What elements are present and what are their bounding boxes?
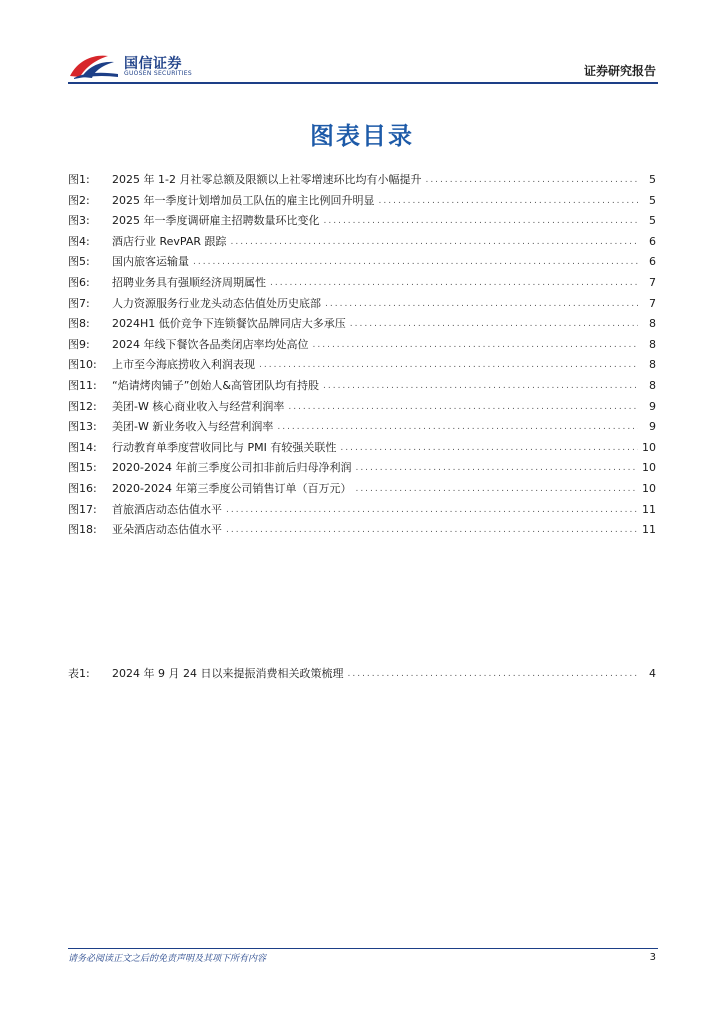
toc-leader-dots (270, 273, 638, 294)
toc-entry-page: 9 (649, 399, 656, 413)
logo-english-name: GUOSEN SECURITIES (124, 70, 193, 77)
toc-entry-page: 8 (649, 378, 656, 392)
toc-entry-title[interactable]: 国内旅客运输量 (112, 255, 189, 269)
header-divider (68, 82, 658, 84)
toc-entry-title[interactable]: “焰请烤肉铺子”创始人&高管团队均有持股 (112, 378, 319, 392)
toc-leader-dots (259, 355, 638, 376)
toc-entry[interactable] (68, 294, 656, 315)
footer-disclaimer: 请务必阅读正文之后的免责声明及其项下所有内容 (68, 954, 267, 964)
toc-entry[interactable] (68, 417, 656, 438)
figure-list (68, 170, 656, 541)
toc-entry[interactable] (68, 252, 656, 273)
toc-entry[interactable] (68, 479, 656, 500)
toc-entry-page: 8 (649, 358, 656, 372)
toc-leader-dots (340, 438, 638, 459)
toc-entry-page: 5 (649, 214, 656, 228)
toc-entry[interactable] (68, 376, 656, 397)
toc-entry-label: 图8: (68, 317, 90, 331)
toc-entry-title[interactable]: 上市至今海底捞收入利润表现 (112, 358, 255, 372)
toc-entry-label: 图9: (68, 337, 90, 351)
toc-entry-label: 图2: (68, 193, 90, 207)
toc-leader-dots (323, 376, 638, 397)
toc-entry-title[interactable]: 酒店行业 RevPAR 跟踪 (112, 234, 227, 248)
toc-entry-label: 图16: (68, 481, 97, 495)
toc-entry-label: 图6: (68, 275, 90, 289)
toc-entry-page: 5 (649, 173, 656, 186)
toc-leader-dots (277, 417, 638, 438)
guosen-logo (68, 48, 198, 82)
toc-entry-title[interactable]: 2025 年一季度计划增加员工队伍的雇主比例回升明显 (112, 193, 375, 207)
toc-entry-label: 图11: (68, 378, 97, 392)
toc-entry-label: 图3: (68, 214, 90, 228)
toc-entry[interactable] (68, 664, 656, 685)
toc-entry[interactable] (68, 191, 656, 212)
toc-leader-dots (288, 397, 638, 418)
toc-leader-dots (231, 232, 638, 253)
toc-entry-page: 9 (649, 420, 656, 434)
toc-leader-dots (226, 520, 638, 541)
toc-entry-page: 8 (649, 317, 656, 331)
page-title: 图表目录 (310, 122, 414, 150)
toc-entry-title[interactable]: 2024 年线下餐饮各品类闭店率均处高位 (112, 337, 309, 351)
toc-entry-label: 图1: (68, 173, 90, 186)
toc-entry[interactable] (68, 520, 656, 541)
toc-entry-label: 图12: (68, 399, 97, 413)
toc-entry-title[interactable]: 2020-2024 年前三季度公司扣非前后归母净利润 (112, 461, 352, 475)
toc-entry-label: 图17: (68, 502, 97, 516)
toc-entry-label: 图7: (68, 296, 90, 310)
toc-entry-page: 6 (649, 255, 656, 269)
toc-leader-dots (313, 335, 639, 356)
toc-entry-page: 11 (642, 502, 656, 516)
toc-leader-dots (425, 170, 638, 191)
toc-entry[interactable] (68, 273, 656, 294)
toc-leader-dots (350, 314, 638, 335)
toc-entry-title[interactable]: 招聘业务具有强顺经济周期属性 (112, 275, 266, 289)
toc-entry[interactable] (68, 232, 656, 253)
toc-entry-title[interactable]: 首旅酒店动态估值水平 (112, 502, 222, 516)
toc-entry-page: 10 (642, 461, 656, 475)
toc-entry-label: 图15: (68, 461, 97, 475)
toc-leader-dots (324, 211, 639, 232)
page-header (68, 48, 658, 84)
toc-entry[interactable] (68, 458, 656, 479)
toc-entry-title[interactable]: 2025 年一季度调研雇主招聘数量环比变化 (112, 214, 320, 228)
toc-entry-page: 7 (649, 275, 656, 289)
toc-entry-page: 6 (649, 234, 656, 248)
toc-entry-title[interactable]: 2024H1 低价竞争下连锁餐饮品牌同店大多承压 (112, 317, 346, 331)
toc-entry-page: 4 (649, 667, 656, 680)
toc-leader-dots (226, 500, 638, 521)
toc-entry-title[interactable]: 美团-W 新业务收入与经营利润率 (112, 420, 274, 434)
toc-leader-dots (355, 458, 638, 479)
table-list (68, 664, 656, 685)
toc-leader-dots (325, 294, 638, 315)
toc-entry-title[interactable]: 2024 年 9 月 24 日以来提振消费相关政策梳理 (112, 667, 344, 680)
toc-entry-page: 7 (649, 296, 656, 310)
toc-leader-dots (347, 664, 638, 685)
toc-leader-dots (379, 191, 639, 212)
toc-entry[interactable] (68, 438, 656, 459)
toc-leader-dots (193, 252, 638, 273)
guosen-logo-icon (68, 50, 120, 80)
toc-entry-label: 图5: (68, 255, 90, 269)
toc-entry-title[interactable]: 2025 年 1-2 月社零总额及限额以上社零增速环比均有小幅提升 (112, 173, 422, 186)
toc-entry-title[interactable]: 亚朵酒店动态估值水平 (112, 523, 222, 537)
page-number: 3 (649, 952, 656, 963)
toc-entry[interactable] (68, 397, 656, 418)
toc-entry-label: 图10: (68, 358, 97, 372)
toc-entry-label: 图13: (68, 420, 97, 434)
toc-entry[interactable] (68, 335, 656, 356)
toc-entry[interactable] (68, 211, 656, 232)
toc-entry[interactable] (68, 500, 656, 521)
toc-entry-label: 表1: (68, 667, 90, 680)
toc-entry-title[interactable]: 人力资源服务行业龙头动态估值处历史底部 (112, 296, 321, 310)
toc-entry-label: 图14: (68, 440, 97, 454)
toc-entry-label: 图4: (68, 234, 90, 248)
toc-entry-page: 11 (642, 523, 656, 537)
toc-entry-page: 8 (649, 337, 656, 351)
toc-entry-label: 图18: (68, 523, 97, 537)
toc-entry[interactable] (68, 314, 656, 335)
toc-entry-page: 10 (642, 440, 656, 454)
toc-entry-title[interactable]: 2020-2024 年第三季度公司销售订单（百万元） (112, 481, 352, 495)
toc-entry[interactable] (68, 355, 656, 376)
logo-chinese-name: 国信证券 (124, 56, 182, 72)
toc-entry-page: 5 (649, 193, 656, 207)
report-type-label: 证券研究报告 (583, 64, 656, 78)
toc-entry[interactable] (68, 170, 656, 191)
toc-entry-title[interactable]: 美团-W 核心商业收入与经营利润率 (112, 399, 285, 413)
toc-entry-title[interactable]: 行动教育单季度营收同比与 PMI 有较强关联性 (112, 440, 337, 454)
toc-leader-dots (355, 479, 638, 500)
footer-divider (68, 948, 658, 949)
toc-entry-page: 10 (642, 481, 656, 495)
